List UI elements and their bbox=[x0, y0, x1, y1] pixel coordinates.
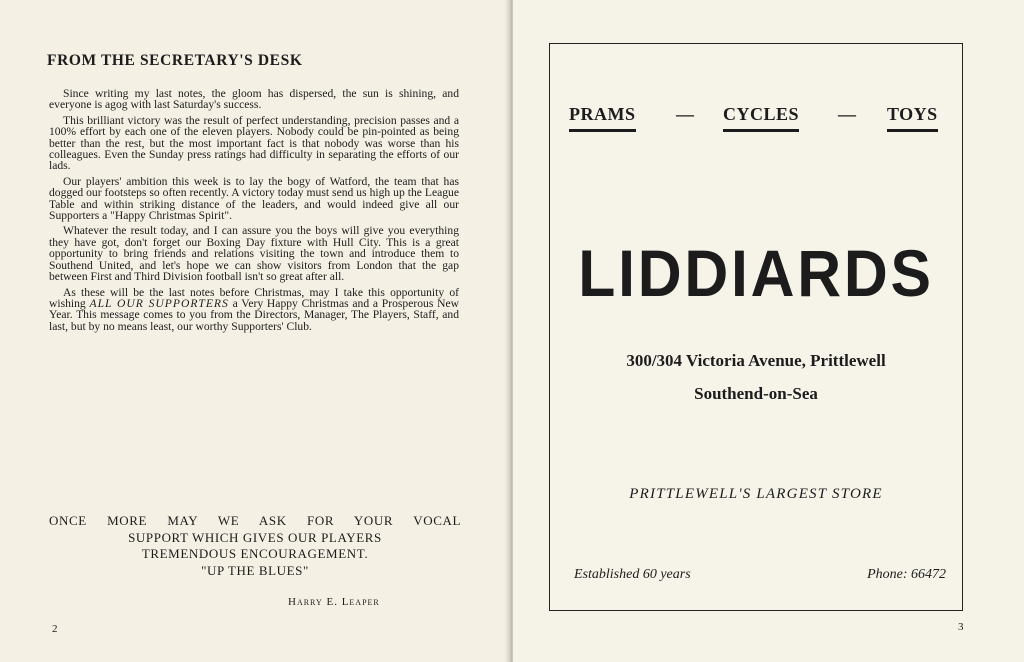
separator-dash-2: — bbox=[838, 104, 856, 124]
address-line-1: 300/304 Victoria Avenue, Prittlewell bbox=[626, 351, 886, 370]
signature: Harry E. Leaper bbox=[288, 596, 380, 608]
paragraph-1: Since writing my last notes, the gloom has dispersed, the sun is shining, and everyone is agog with last Saturday's success. bbox=[49, 87, 459, 112]
paragraph-4: Whatever the result today, and I can assure you the boys will give you everything they have got, don't forget our Boxing Day fixture with Hull City. This is a great opportunity to bring friends and relations visiting the town and introduce them to Southend United, and let's hope we can show visitors from London that the gap between First and Third Division football isn't so great after all. bbox=[49, 224, 459, 284]
closing-line-2: SUPPORT WHICH GIVES OUR PLAYERS bbox=[128, 529, 382, 545]
brand-name: LIDDIARDS bbox=[578, 236, 934, 310]
established-note: Established 60 years bbox=[574, 567, 691, 582]
address-line-2: Southend-on-Sea bbox=[694, 384, 818, 403]
closing-line-1: ONCE MORE MAY WE ASK FOR YOUR VOCAL bbox=[49, 513, 461, 528]
paragraph-5-end: a Very Happy Christmas and a Prosperous New Year. This message comes to you from the Directors, Manager, The Players, Staff, and last, but by no means least, our worthy Supporters' Club. bbox=[49, 296, 459, 333]
secretary-notes bbox=[49, 88, 459, 336]
paragraph-3: Our players' ambition this week is to lay the bogy of Watford, the team that has dogged our footsteps so often recently. A victory today must send us high up the League Table and within striking distance of the leaders, and would indeed give all our Supporters a "Happy Christmas Spirit". bbox=[49, 174, 459, 223]
paragraph-5-start: As these will be the last notes before Christmas, may I take this opportunity of wishing bbox=[49, 285, 459, 310]
liddiards-advertisement bbox=[549, 43, 963, 611]
paragraph-5 bbox=[49, 287, 459, 333]
closing-line-4: "UP THE BLUES" bbox=[201, 562, 309, 578]
page-number-right: 3 bbox=[958, 621, 964, 633]
page-number-left: 2 bbox=[52, 623, 58, 635]
store-tagline: PRITTLEWELL'S LARGEST STORE bbox=[629, 486, 883, 502]
left-page bbox=[0, 0, 510, 662]
paragraph-2: This brilliant victory was the result of perfect understanding, precision passes and a 100% effort by each one of the eleven players. Nobody could be pin-pointed as being better than the rest, but the most important fact is that nobody was worse than his colleagues. Even the Sunday press ratings had difficulty in separating the efforts of our lads. bbox=[49, 113, 459, 173]
separator-dash-1: — bbox=[676, 104, 694, 124]
product-prams: PRAMS bbox=[569, 104, 636, 132]
page-heading: FROM THE SECRETARY'S DESK bbox=[47, 52, 303, 69]
closing-appeal bbox=[49, 513, 461, 579]
closing-line-3: TREMENDOUS ENCOURAGEMENT. bbox=[141, 546, 369, 561]
product-toys: TOYS bbox=[887, 104, 938, 132]
supporters-emphasis: ALL OUR SUPPORTERS bbox=[89, 296, 229, 310]
product-cycles: CYCLES bbox=[723, 104, 799, 132]
phone-number: Phone: 66472 bbox=[867, 567, 946, 582]
